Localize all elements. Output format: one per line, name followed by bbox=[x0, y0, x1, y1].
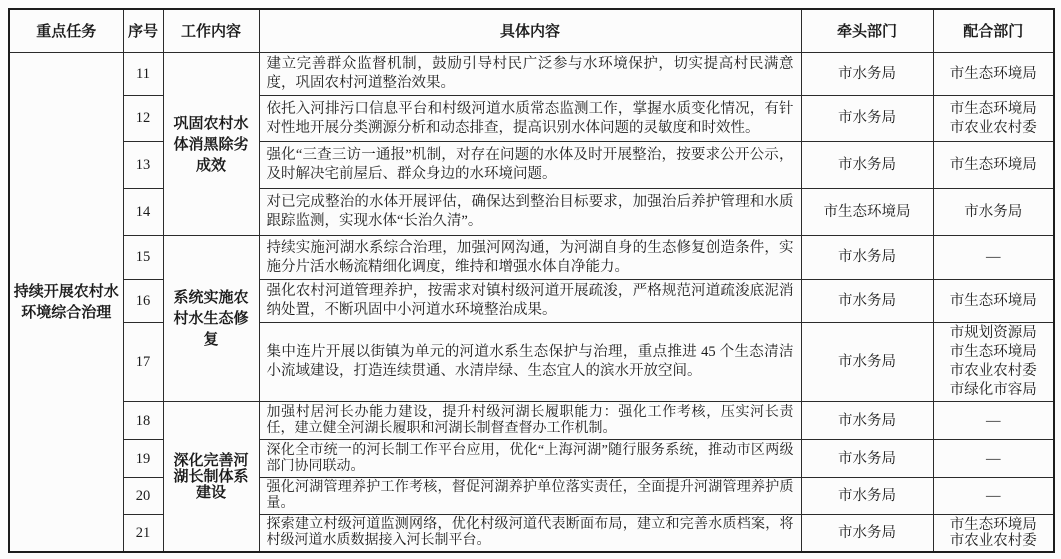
lead-dept-cell: 市水务局 bbox=[801, 142, 933, 189]
dept-line: 市生态环境局 bbox=[949, 65, 1037, 82]
lead-dept-cell: 市水务局 bbox=[801, 53, 933, 96]
dept-line: — bbox=[986, 488, 1001, 504]
table-row bbox=[9, 402, 1054, 440]
lead-dept-cell: 市水务局 bbox=[801, 280, 933, 323]
row-number: 16 bbox=[123, 280, 163, 323]
cooperate-dept-cell bbox=[933, 53, 1054, 96]
dept-line: 市生态环境局 bbox=[949, 156, 1037, 173]
dept-line: 市绿化市容局 bbox=[949, 382, 1037, 398]
dept-line: 市农业农村委 bbox=[949, 363, 1037, 379]
cooperate-dept-cell bbox=[933, 323, 1054, 402]
detail-cell: 加强村居河长办能力建设，提升村级河湖长履职能力：强化工作考核，压实河长责任，建立健全河湖长履职和河湖长制督查督办工作机制。 bbox=[259, 402, 801, 440]
row-number: 15 bbox=[123, 236, 163, 280]
lead-dept-cell: 市水务局 bbox=[801, 515, 933, 553]
lead-dept-cell: 市生态环境局 bbox=[801, 189, 933, 236]
detail-cell: 强化河湖管理养护工作考核，督促河湖养护单位落实责任，全面提升河湖管理养护质量。 bbox=[259, 478, 801, 515]
lead-dept-cell: 市水务局 bbox=[801, 96, 933, 142]
detail-cell: 强化“三查三访一通报”机制，对存在问题的水体及时开展整治，按要求公开公示，及时解决宅前屋后、群众身边的水环境问题。 bbox=[259, 142, 801, 189]
detail-cell: 对已完成整治的水体开展评估，确保达到整治目标要求，加强治后养护管理和水质跟踪监测，实现水体“长治久清”。 bbox=[259, 189, 801, 236]
header-detail: 具体内容 bbox=[259, 9, 801, 53]
lead-dept-cell: 市水务局 bbox=[801, 323, 933, 402]
header-work-content: 工作内容 bbox=[163, 9, 259, 53]
detail-cell: 持续实施河湖水系综合治理，加强河网沟通，为河湖自身的生态修复创造条件，实施分片活水畅流精细化调度，维持和增强水体自净能力。 bbox=[259, 236, 801, 280]
detail-cell: 强化农村河道管理养护，按需求对镇村级河道开展疏浚，严格规范河道疏浚底泥消纳处置，不断巩固中小河道水环境整治成果。 bbox=[259, 280, 801, 323]
dept-line: 市规划资源局 bbox=[949, 325, 1037, 341]
lead-dept-cell: 市水务局 bbox=[801, 236, 933, 280]
table-row bbox=[9, 236, 1054, 280]
cooperate-dept-cell bbox=[933, 236, 1054, 280]
header-lead-dept: 牵头部门 bbox=[801, 9, 933, 53]
dept-line: 市生态环境局 bbox=[949, 517, 1037, 533]
row-number: 19 bbox=[123, 440, 163, 478]
lead-dept-cell: 市水务局 bbox=[801, 478, 933, 515]
row-number: 12 bbox=[123, 96, 163, 142]
detail-cell: 集中连片开展以街镇为单元的河道水系生态保护与治理，重点推进 45 个生态清洁小流域建设，打造连续贯通、水清岸绿、生态宜人的滨水开放空间。 bbox=[259, 323, 801, 402]
header-cooperate-dept: 配合部门 bbox=[933, 9, 1054, 53]
cooperate-dept-cell bbox=[933, 189, 1054, 236]
dept-line: — bbox=[986, 249, 1001, 265]
dept-line: 市农业农村委 bbox=[949, 533, 1037, 549]
cooperate-dept-cell bbox=[933, 280, 1054, 323]
lead-dept-cell: 市水务局 bbox=[801, 440, 933, 478]
table-row bbox=[9, 53, 1054, 96]
row-number: 17 bbox=[123, 323, 163, 402]
detail-cell: 建立完善群众监督机制，鼓励引导村民广泛参与水环境保护，切实提高村民满意度，巩固农村河道整治效果。 bbox=[259, 53, 801, 96]
task-table bbox=[8, 8, 1055, 553]
cooperate-dept-cell bbox=[933, 515, 1054, 553]
detail-cell: 深化全市统一的河长制工作平台应用，优化“上海河湖”随行服务系统，推动市区两级部门协同联动。 bbox=[259, 440, 801, 478]
dept-line: — bbox=[986, 412, 1001, 429]
dept-line: 市生态环境局 bbox=[949, 344, 1037, 360]
cooperate-dept-cell bbox=[933, 478, 1054, 515]
cooperate-dept-cell bbox=[933, 402, 1054, 440]
dept-line: 市农业农村委 bbox=[949, 119, 1037, 136]
work-content-cell: 系统实施农村水生态修复 bbox=[163, 236, 259, 402]
row-number: 13 bbox=[123, 142, 163, 189]
dept-line: 市生态环境局 bbox=[949, 292, 1037, 309]
cooperate-dept-cell bbox=[933, 96, 1054, 142]
dept-line: 市生态环境局 bbox=[949, 100, 1037, 117]
cooperate-dept-cell bbox=[933, 440, 1054, 478]
dept-line: 市水务局 bbox=[964, 203, 1023, 220]
row-number: 20 bbox=[123, 478, 163, 515]
cooperate-dept-cell bbox=[933, 142, 1054, 189]
work-content-cell: 巩固农村水体消黑除劣成效 bbox=[163, 53, 259, 236]
work-content-cell: 深化完善河湖长制体系建设 bbox=[163, 402, 259, 553]
row-number: 21 bbox=[123, 515, 163, 553]
header-key-task: 重点任务 bbox=[9, 9, 123, 53]
row-number: 14 bbox=[123, 189, 163, 236]
key-task-cell: 持续开展农村水环境综合治理 bbox=[9, 53, 123, 553]
lead-dept-cell: 市水务局 bbox=[801, 402, 933, 440]
dept-line: — bbox=[986, 450, 1001, 467]
detail-cell: 探索建立村级河道监测网络，优化村级河道代表断面布局，建立和完善水质档案，将村级河道水质数据接入河长制平台。 bbox=[259, 515, 801, 553]
header-row bbox=[9, 9, 1054, 53]
row-number: 11 bbox=[123, 53, 163, 96]
detail-cell: 依托入河排污口信息平台和村级河道水质常态监测工作，掌握水质变化情况，有针对性地开展分类溯源分析和动态排查，提高识别水体问题的灵敏度和时效性。 bbox=[259, 96, 801, 142]
row-number: 18 bbox=[123, 402, 163, 440]
header-serial-no: 序号 bbox=[123, 9, 163, 53]
